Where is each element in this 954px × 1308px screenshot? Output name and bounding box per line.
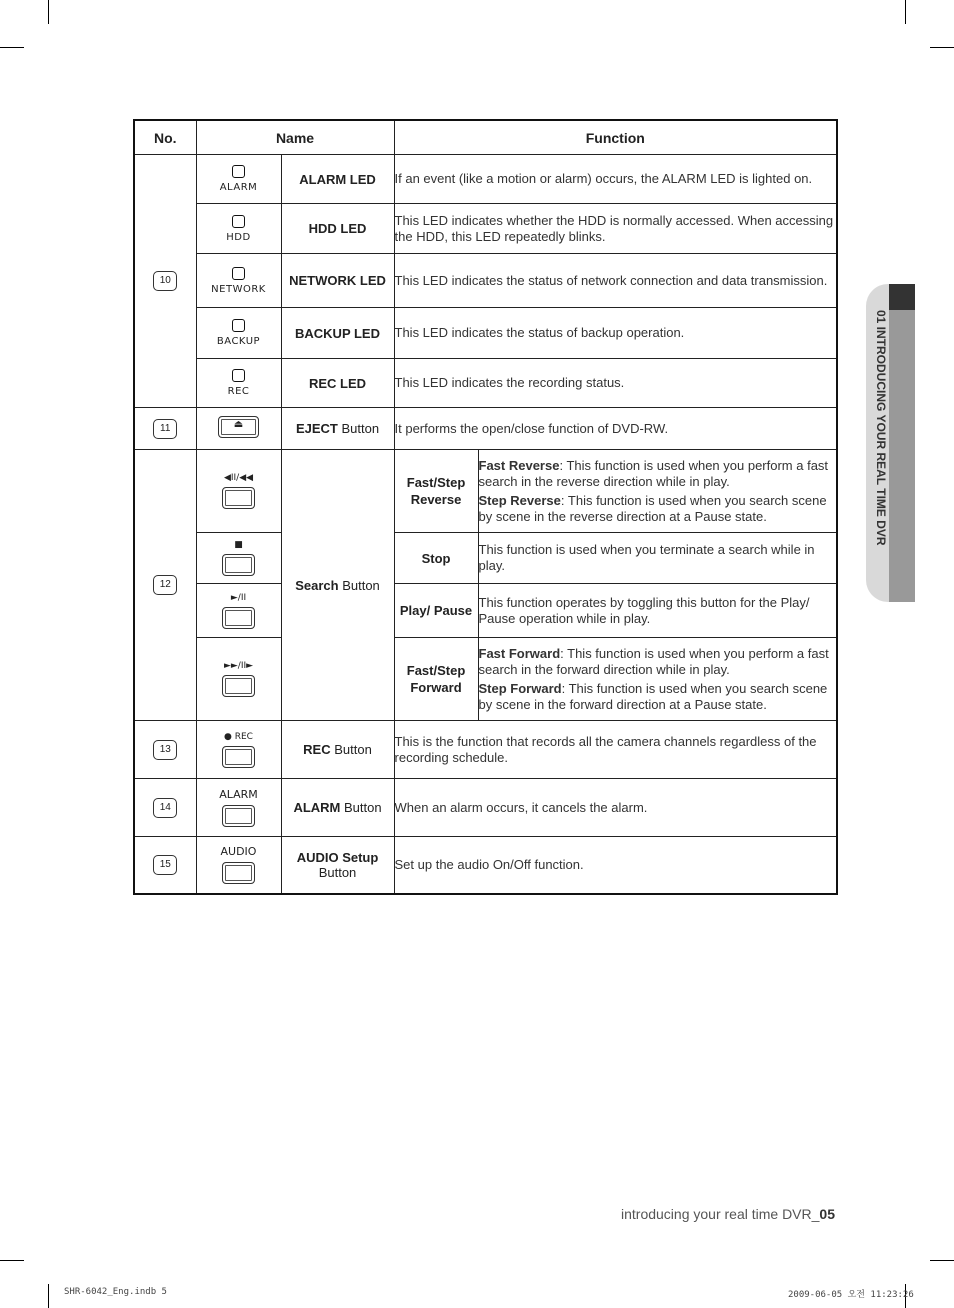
number-badge: 15 — [153, 855, 177, 875]
play-pause-icon: ►/II — [230, 592, 247, 603]
led-icon-cell — [196, 254, 281, 308]
table-row — [134, 450, 837, 533]
led-icon — [232, 165, 245, 178]
table-row — [134, 308, 837, 359]
header-no: No. — [134, 120, 196, 155]
item-name: HDD LED — [281, 204, 394, 254]
button-shape-icon — [222, 805, 255, 827]
page-number: 05 — [819, 1206, 835, 1222]
print-date-info: 2009-06-05 오전 11:23:26 — [788, 1290, 914, 1300]
item-function: Set up the audio On/Off function. — [394, 837, 837, 894]
table-row — [134, 155, 837, 204]
item-function: Fast Reverse: This function is used when you perform a fast search in the reverse direction while in play. Step Reverse: This function is used when you search scene by scene in the reverse direction at a Pause state. — [478, 450, 837, 533]
crop-mark — [0, 47, 24, 48]
alarm-icon: ALARM — [219, 788, 258, 801]
item-function: This LED indicates the status of backup operation. — [394, 308, 837, 359]
row-number-cell — [134, 779, 196, 837]
stop-icon: ■ — [234, 540, 243, 550]
item-function: It performs the open/close function of DVD-RW. — [394, 408, 837, 450]
crop-mark — [930, 47, 954, 48]
button-shape-icon — [222, 607, 255, 629]
table-row — [134, 779, 837, 837]
row-number-cell — [134, 450, 196, 721]
button-shape-icon — [222, 487, 255, 509]
forward-button-icon-cell — [196, 638, 281, 721]
led-icon-cell — [196, 359, 281, 408]
chapter-tab-bar — [889, 310, 915, 602]
led-icon-label: ALARM — [219, 182, 258, 193]
button-shape-icon — [222, 675, 255, 697]
led-icon-label: NETWORK — [211, 283, 266, 295]
item-function: This LED indicates the recording status. — [394, 359, 837, 408]
number-badge: 10 — [153, 271, 177, 291]
row-number-cell — [134, 155, 196, 408]
led-icon-label: HDD — [226, 231, 251, 243]
table-row — [134, 584, 837, 638]
item-function: This LED indicates the status of network connection and data transmission. — [394, 254, 837, 308]
item-name: EJECT Button — [281, 408, 394, 450]
item-name: ALARM LED — [281, 155, 394, 204]
audio-button-icon-cell — [196, 837, 281, 894]
item-function: Fast Forward: This function is used when you perform a fast search in the forward direction while in play. Step Forward: This function is used when you search scene by scene in the forward direction at a Pause state. — [478, 638, 837, 721]
header-function: Function — [394, 120, 837, 155]
page-footer: introducing your real time DVR_05 — [621, 1206, 835, 1222]
item-name: ALARM Button — [281, 779, 394, 837]
item-name: NETWORK LED — [281, 254, 394, 308]
number-badge: 12 — [153, 575, 177, 595]
alarm-button-icon-cell — [196, 779, 281, 837]
led-icon — [232, 369, 245, 382]
crop-mark — [905, 0, 906, 24]
reverse-button-icon-cell — [196, 450, 281, 533]
item-function: This function operates by toggling this button for the Play/ Pause operation while in play. — [478, 584, 837, 638]
led-icon-cell — [196, 204, 281, 254]
table-row — [134, 359, 837, 408]
led-icon-cell — [196, 155, 281, 204]
led-icon — [232, 215, 245, 228]
table-row — [134, 533, 837, 584]
item-function: This LED indicates whether the HDD is normally accessed. When accessing the HDD, this LED repeatedly blinks. — [394, 204, 837, 254]
item-name: REC LED — [281, 359, 394, 408]
eject-icon: ⏏ — [218, 416, 259, 438]
crop-mark — [48, 1284, 49, 1308]
stop-button-icon-cell — [196, 533, 281, 584]
crop-mark — [48, 0, 49, 24]
header-row — [134, 120, 837, 155]
row-number-cell — [134, 837, 196, 894]
item-function: If an event (like a motion or alarm) occurs, the ALARM LED is lighted on. — [394, 155, 837, 204]
button-shape-icon — [222, 746, 255, 768]
number-badge: 14 — [153, 798, 177, 818]
number-badge: 13 — [153, 740, 177, 760]
led-icon — [232, 319, 245, 332]
item-function: When an alarm occurs, it cancels the alarm. — [394, 779, 837, 837]
rec-button-icon-cell — [196, 721, 281, 779]
sub-function-name: Stop — [394, 533, 478, 584]
sub-function-name: Play/ Pause — [394, 584, 478, 638]
item-function: This function is used when you terminate a search while in play. — [478, 533, 837, 584]
button-shape-icon — [222, 554, 255, 576]
sub-function-name: Fast/Step Forward — [394, 638, 478, 721]
eject-button-icon-cell — [196, 408, 281, 450]
function-table — [133, 119, 838, 895]
reverse-icon: ◀II/◀◀ — [223, 473, 254, 483]
table-row — [134, 638, 837, 721]
item-name: Search Button — [281, 450, 394, 721]
record-icon: ● REC — [224, 731, 253, 742]
row-number-cell — [134, 408, 196, 450]
forward-icon: ►►/II► — [223, 661, 254, 671]
button-shape-icon — [222, 862, 255, 884]
row-number-cell — [134, 721, 196, 779]
header-name: Name — [196, 120, 394, 155]
item-name: AUDIO Setup Button — [281, 837, 394, 894]
item-name: BACKUP LED — [281, 308, 394, 359]
item-function: This is the function that records all the camera channels regardless of the recording schedule. — [394, 721, 837, 779]
led-icon-label: REC — [227, 386, 250, 397]
table-row — [134, 204, 837, 254]
item-name: REC Button — [281, 721, 394, 779]
chapter-tab-marker — [889, 284, 915, 310]
table-row — [134, 721, 837, 779]
led-icon-cell — [196, 308, 281, 359]
crop-mark — [930, 1260, 954, 1261]
number-badge: 11 — [153, 419, 177, 439]
table-row — [134, 837, 837, 894]
crop-mark — [0, 1260, 24, 1261]
sub-function-name: Fast/Step Reverse — [394, 450, 478, 533]
led-icon — [232, 267, 245, 280]
table-row — [134, 408, 837, 450]
play-pause-button-icon-cell — [196, 584, 281, 638]
chapter-label: 01 INTRODUCING YOUR REAL TIME DVR — [874, 310, 888, 546]
print-file-info: SHR-6042_Eng.indb 5 — [64, 1287, 167, 1297]
table-row — [134, 254, 837, 308]
led-icon-label: BACKUP — [216, 336, 261, 347]
audio-icon: AUDIO — [220, 845, 257, 859]
